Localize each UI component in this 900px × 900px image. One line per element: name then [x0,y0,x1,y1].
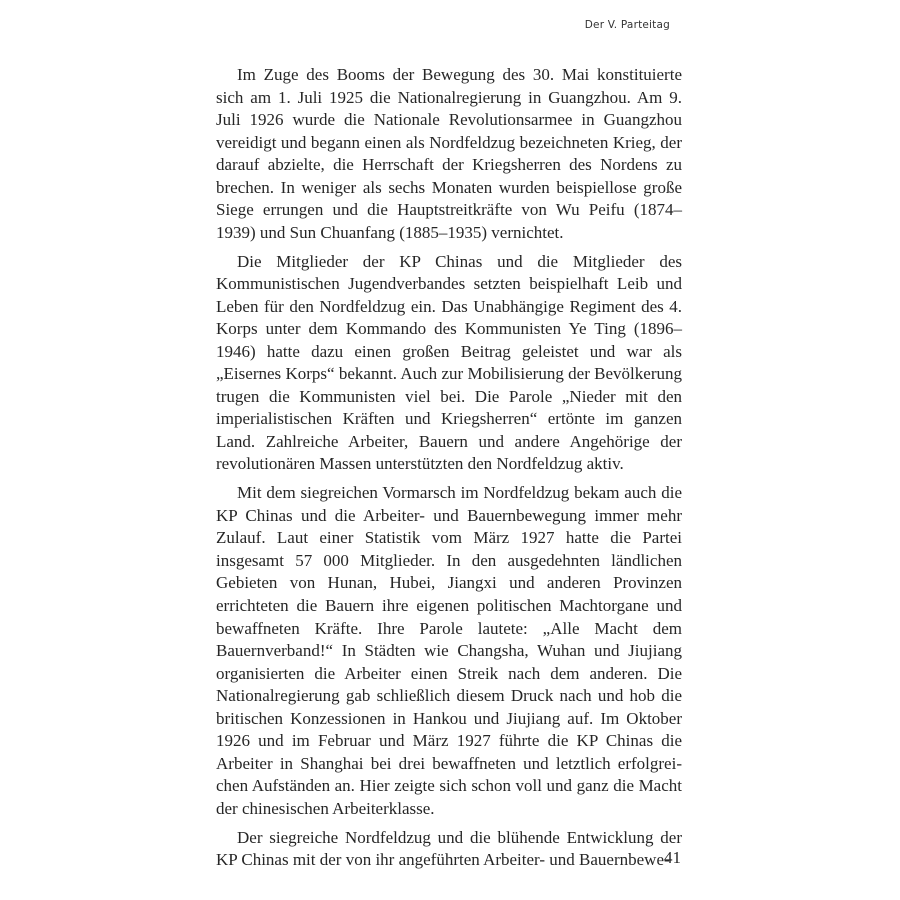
page-number: 41 [664,848,681,867]
paragraph-1: Im Zuge des Booms der Bewegung des 30. Mai konstituierte sich am 1. Juli 1925 die Nationalregierung in Guangzhou. Am 9. Juli 1926 wurde die Nationale Revolutionsarmee in Guangzhou vereidigt und begann einen als Nordfeldzug bezeichneten Krieg, der darauf abzielte, die Herrschaft der Kriegsherren des Nordens zu brechen. In weniger als sechs Monaten wurden beispiellose große Siege errungen und die Hauptstreitkräfte von Wu Peifu (1874–1939) und Sun Chuanfang (1885–1935) vernichtet. [216,65,682,242]
paragraph-3: Mit dem siegreichen Vormarsch im Nordfeldzug bekam auch die KP Chinas und die Arbeiter- und Bauernbewegung immer mehr Zulauf. Laut einer Statistik vom März 1927 hatte die Partei insgesamt 57 000 Mitglieder. In den ausgedehnten ländlichen Gebieten von Hunan, Hubei, Jiangxi und anderen Provinzen errichteten die Bauern ihre eigenen politischen Machtorgane und bewaffneten Kräfte. Ihre Parole lautete: „Alle Macht dem Bauernverband!“ In Städten wie Changsha, Wuhan und Jiujiang organisierten die Arbeiter einen Streik nach dem anderen. Die Nationalregierung gab schließlich diesem Druck nach und hob die britischen Konzessionen in Hankou und Jiujiang auf. Im Oktober 1926 und im Februar und März 1927 führte die KP Chinas die Arbeiter in Shanghai bei drei bewaffneten und letztlich erfolgreichen Aufständen an. Hier zeigte sich schon voll und ganz die Macht der chinesischen Arbeiterklasse. [216,483,682,818]
paragraph-2: Die Mitglieder der KP Chinas und die Mitglieder des Kommunistischen Jugendverbandes setzten beispielhaft Leib und Leben für den Nordfeldzug ein. Das Unabhängige Regiment des 4. Korps unter dem Kommando des Kommunisten Ye Ting (1896–1946) hatte dazu einen großen Beitrag geleistet und war als „Eisernes Korps“ bekannt. Auch zur Mobilisierung der Bevölkerung trugen die Kommunisten viel bei. Die Parole „Nieder mit den imperialistischen Kräften und Kriegsherren“ ertönte im ganzen Land. Zahlreiche Arbeiter, Bauern und andere Angehörige der revolutionären Massen unterstützten den Nordfeldzug aktiv. [216,251,682,474]
running-header: Der V. Parteitag [584,19,670,31]
body-text [216,64,682,872]
paragraph-4: Der siegreiche Nordfeldzug und die blühende Entwicklung der KP Chinas mit der von ihr angeführten Arbeiter- und Bauernbewe- [216,827,682,870]
